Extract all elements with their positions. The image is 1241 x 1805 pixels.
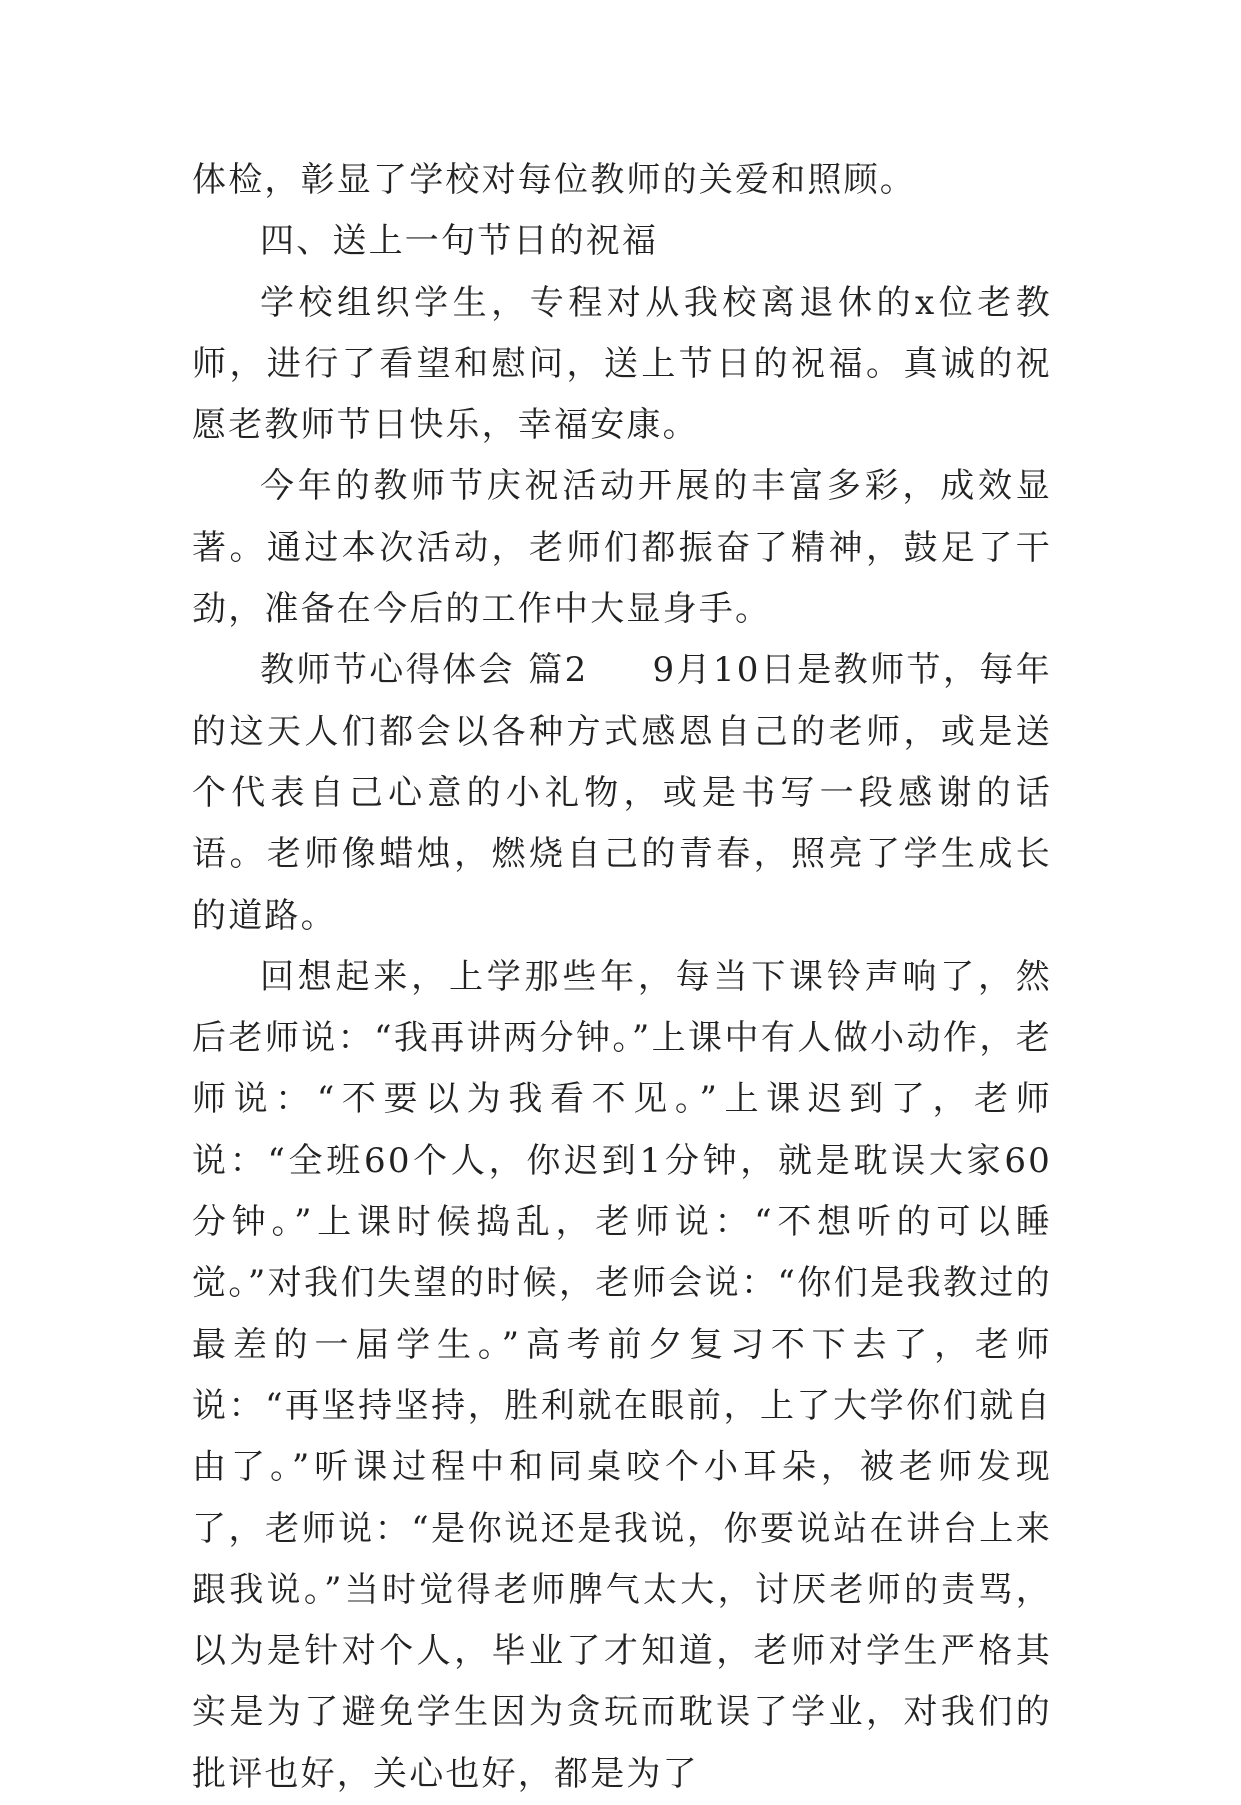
article-2-intro-text: 9月10日是教师节，每年的这天人们都会以各种方式感恩自己的老师，或是送个代表自己心意的小礼物，或是书写一段感谢的话语。老师像蜡烛，燃烧自己的青春，照亮了学生成长的道路。: [192, 650, 1052, 936]
section-heading-blessing: 四、送上一句节日的祝福: [260, 221, 659, 262]
paragraph-summary: 今年的教师节庆祝活动开展的丰富多彩，成效显著。通过本次活动，老师们都振奋了精神，鼓足了干劲，准备在今后的工作中大显身手。: [192, 466, 1052, 630]
paragraph-article-2-intro: [192, 640, 1052, 946]
paragraph-retired-teachers: 学校组织学生，专程对从我校离退休的x位老教师，进行了看望和慰问，送上节日的祝福。真诚的祝愿老教师节日快乐，幸福安康。: [192, 282, 1052, 446]
document-body: [192, 150, 1052, 1805]
article-2-heading: 教师节心得体会 篇2: [260, 650, 589, 691]
paragraph-closing-line: 体检，彰显了学校对每位教师的关爱和照顾。: [192, 160, 916, 200]
paragraph-recollection: 回想起来，上学那些年，每当下课铃声响了，然后老师说：“我再讲两分钟。”上课中有人做小动作，老师说：“不要以为我看不见。”上课迟到了，老师说：“全班60个人，你迟到1分钟，就是耽误大家60分钟。”上课时候捣乱，老师说：“不想听的可以睡觉。”对我们失望的时候，老师会说：“你们是我教过的最差的一届学生。”高考前夕复习不下去了，老师说：“再坚持坚持，胜利就在眼前，上了大学你们就自由了。”听课过程中和同桌咬个小耳朵，被老师发现了，老师说：“是你说还是我说，你要说站在讲台上来跟我说。”当时觉得老师脾气太大，讨厌老师的责骂，以为是针对个人，毕业了才知道，老师对学生严格其实是为了避免学生因为贪玩而耽误了学业，对我们的批评也好，关心也好，都是为了: [192, 956, 1052, 1794]
